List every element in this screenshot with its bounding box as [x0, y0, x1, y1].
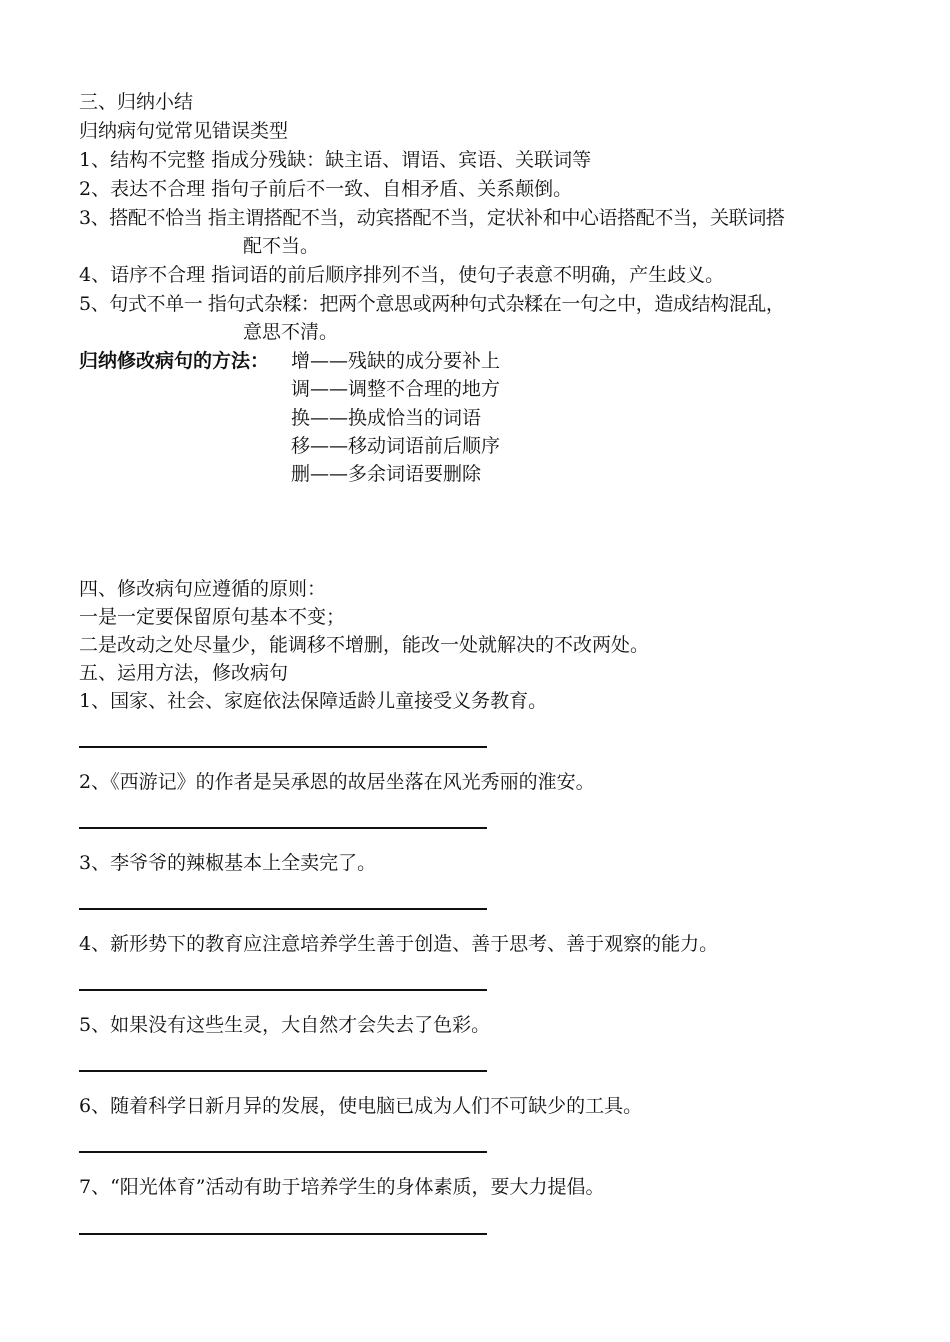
method-delete: 删——多余词语要删除: [291, 463, 482, 485]
principle-1: 一是一定要保留原句基本不变；: [79, 606, 346, 628]
error-type-1: 1、结构不完整 指成分残缺：缺主语、谓语、宾语、关联词等: [79, 149, 592, 171]
principle-2: 二是改动之处尽量少，能调移不增删，能改一处就解决的不改两处。: [79, 634, 650, 656]
section-heading-summary: 三、归纳小结: [79, 91, 194, 113]
answer-line-3[interactable]: [79, 908, 487, 910]
exercise-5: 5、如果没有这些生灵，大自然才会失去了色彩。: [79, 1014, 491, 1036]
error-type-3: 3、搭配不恰当 指主谓搭配不当，动宾搭配不当，定状补和中心语搭配不当，关联词搭: [79, 207, 785, 229]
answer-line-4[interactable]: [79, 989, 487, 991]
answer-line-1[interactable]: [79, 746, 487, 748]
answer-line-2[interactable]: [79, 827, 487, 829]
exercise-1: 1、国家、社会、家庭依法保障适龄儿童接受义务教育。: [79, 690, 548, 712]
section-heading-exercises: 五、运用方法，修改病句: [79, 662, 289, 684]
exercise-7: 7、“阳光体育”活动有助于培养学生的身体素质，要大力提倡。: [79, 1176, 605, 1198]
exercise-6: 6、随着科学日新月异的发展，使电脑已成为人们不可缺少的工具。: [79, 1095, 643, 1117]
methods-label: 归纳修改病句的方法：: [79, 350, 270, 372]
method-add: 增——残缺的成分要补上: [291, 350, 501, 372]
method-replace: 换——换成恰当的词语: [291, 407, 482, 429]
section-heading-principles: 四、修改病句应遵循的原则：: [79, 578, 327, 600]
error-type-5: 5、句式不单一 指句式杂糅：把两个意思或两种句式杂糅在一句之中，造成结构混乱，: [79, 293, 785, 315]
method-move: 移——移动词语前后顺序: [291, 435, 501, 457]
error-type-2: 2、表达不合理 指句子前后不一致、自相矛盾、关系颠倒。: [79, 178, 573, 200]
error-type-3-continuation: 配不当。: [243, 235, 320, 257]
exercise-2: 2、《西游记》的作者是吴承恩的故居坐落在风光秀丽的淮安。: [79, 771, 595, 793]
answer-line-6[interactable]: [79, 1151, 487, 1153]
exercise-3: 3、李爷爷的辣椒基本上全卖完了。: [79, 852, 377, 874]
summary-subheading: 归纳病句觉常见错误类型: [79, 120, 289, 142]
exercise-4: 4、新形势下的教育应注意培养学生善于创造、善于思考、善于观察的能力。: [79, 933, 719, 955]
answer-line-7[interactable]: [79, 1233, 487, 1235]
error-type-4: 4、语序不合理 指词语的前后顺序排列不当，使句子表意不明确，产生歧义。: [79, 264, 725, 286]
error-type-5-continuation: 意思不清。: [243, 321, 339, 343]
method-adjust: 调——调整不合理的地方: [291, 378, 501, 400]
answer-line-5[interactable]: [79, 1070, 487, 1072]
